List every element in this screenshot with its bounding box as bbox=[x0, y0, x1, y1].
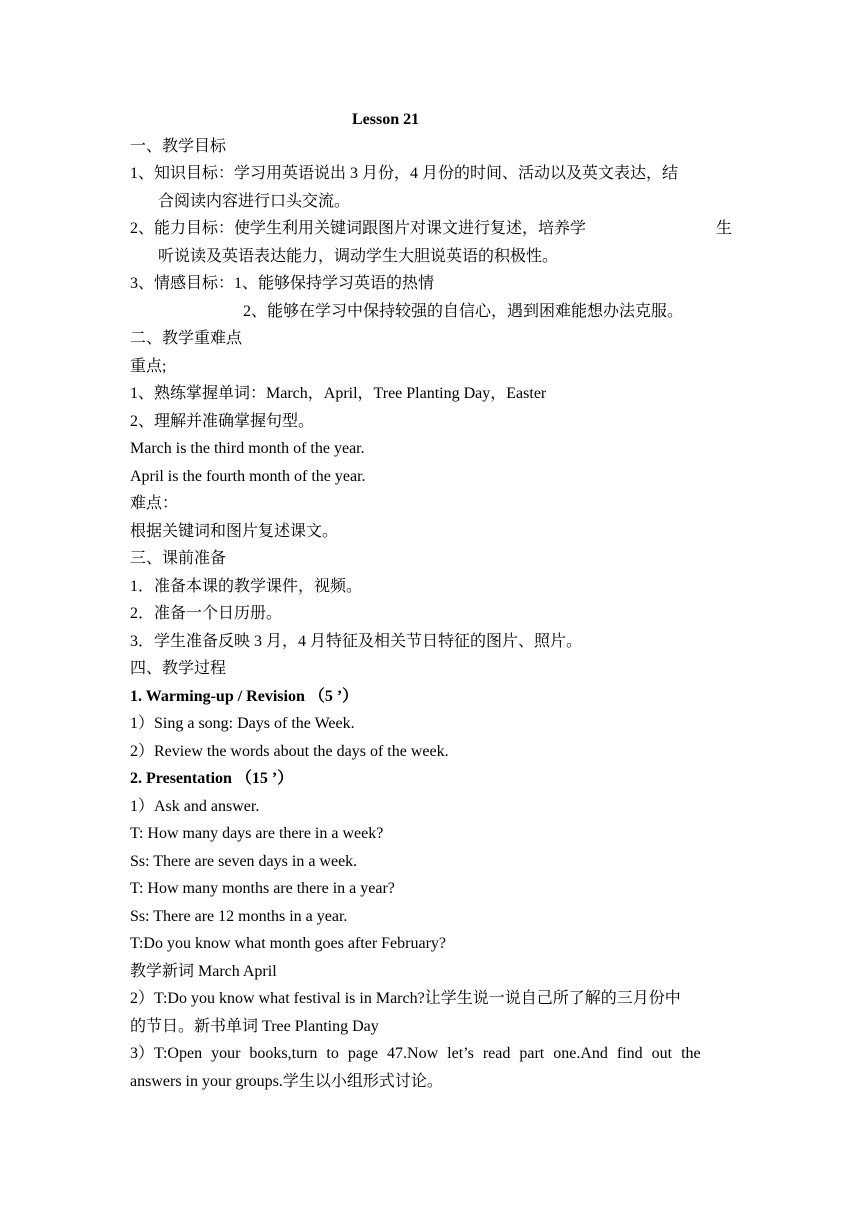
presentation-item-2-cont: 的节日。新书单词 Tree Planting Day bbox=[130, 1018, 379, 1035]
key-points-label: 重点; bbox=[130, 358, 167, 375]
section-heading-preparation: 三、课前准备 bbox=[130, 550, 227, 567]
warming-up-item-1: 1）Sing a song: Days of the Week. bbox=[130, 715, 355, 732]
dialogue-line-3: T: How many months are there in a year? bbox=[130, 880, 395, 897]
objective-ability-cont: 听说读及英语表达能力，调动学生大胆说英语的积极性。 bbox=[158, 248, 559, 265]
section-heading-key-points: 二、教学重难点 bbox=[130, 330, 243, 347]
difficult-point-text: 根据关键词和图片复述课文。 bbox=[130, 523, 339, 540]
presentation-item-2-text: 2）T:Do you know what festival is in March?让学生说一说自己所了解的三月份中 bbox=[130, 990, 681, 1007]
objective-knowledge-text: 1、知识目标：学习用英语说出 3 月份，4 月份的时间、活动以及英文表达，结 bbox=[130, 165, 679, 182]
warming-up-item-2: 2）Review the words about the days of the week. bbox=[130, 743, 449, 760]
objective-ability-tail: 生 bbox=[715, 220, 732, 237]
presentation-item-3-text: 3）T:Open your books,turn to page 47.Now let’s read part one.And find out the bbox=[130, 1045, 701, 1062]
objective-ability-text: 2、能力目标：使学生利用关键词跟图片对课文进行复述，培养学 bbox=[130, 220, 587, 237]
key-point-words: 1、熟练掌握单词：March，April，Tree Planting Day，Easter bbox=[130, 385, 547, 402]
new-words-note: 教学新词 March April bbox=[130, 963, 277, 980]
sentence-march: March is the third month of the year. bbox=[130, 440, 365, 457]
difficult-points-label: 难点： bbox=[130, 495, 179, 512]
objective-emotion: 3、情感目标：1、能够保持学习英语的热情 bbox=[130, 275, 435, 292]
preparation-item-3: 3．学生准备反映 3 月，4 月特征及相关节日特征的图片、照片。 bbox=[130, 633, 583, 650]
sentence-april: April is the fourth month of the year. bbox=[130, 468, 366, 485]
lesson-title: Lesson 21 bbox=[352, 111, 420, 128]
step-presentation: 2. Presentation （15 ’） bbox=[130, 770, 294, 787]
key-point-sentences: 2、理解并准确掌握句型。 bbox=[130, 413, 315, 430]
presentation-item-1: 1）Ask and answer. bbox=[130, 798, 260, 815]
objective-knowledge bbox=[130, 164, 732, 184]
presentation-item-2 bbox=[130, 989, 732, 1009]
dialogue-line-5: T:Do you know what month goes after February? bbox=[130, 935, 447, 952]
objective-emotion-item2: 2、能够在学习中保持较强的自信心，遇到困难能想办法克服。 bbox=[243, 303, 684, 320]
step-warming-up: 1. Warming-up / Revision （5 ’） bbox=[130, 688, 359, 705]
section-heading-process: 四、教学过程 bbox=[130, 660, 227, 677]
presentation-item-3-cont: answers in your groups.学生以小组形式讨论。 bbox=[130, 1073, 443, 1090]
section-heading-objectives: 一、教学目标 bbox=[130, 138, 227, 155]
objective-knowledge-cont: 合阅读内容进行口头交流。 bbox=[158, 193, 351, 210]
dialogue-line-4: Ss: There are 12 months in a year. bbox=[130, 908, 348, 925]
presentation-item-3 bbox=[130, 1044, 732, 1064]
preparation-item-2: 2．准备一个日历册。 bbox=[130, 605, 283, 622]
preparation-item-1: 1．准备本课的教学课件，视频。 bbox=[130, 578, 363, 595]
objective-ability bbox=[130, 219, 732, 239]
dialogue-line-2: Ss: There are seven days in a week. bbox=[130, 853, 358, 870]
dialogue-line-1: T: How many days are there in a week? bbox=[130, 825, 384, 842]
